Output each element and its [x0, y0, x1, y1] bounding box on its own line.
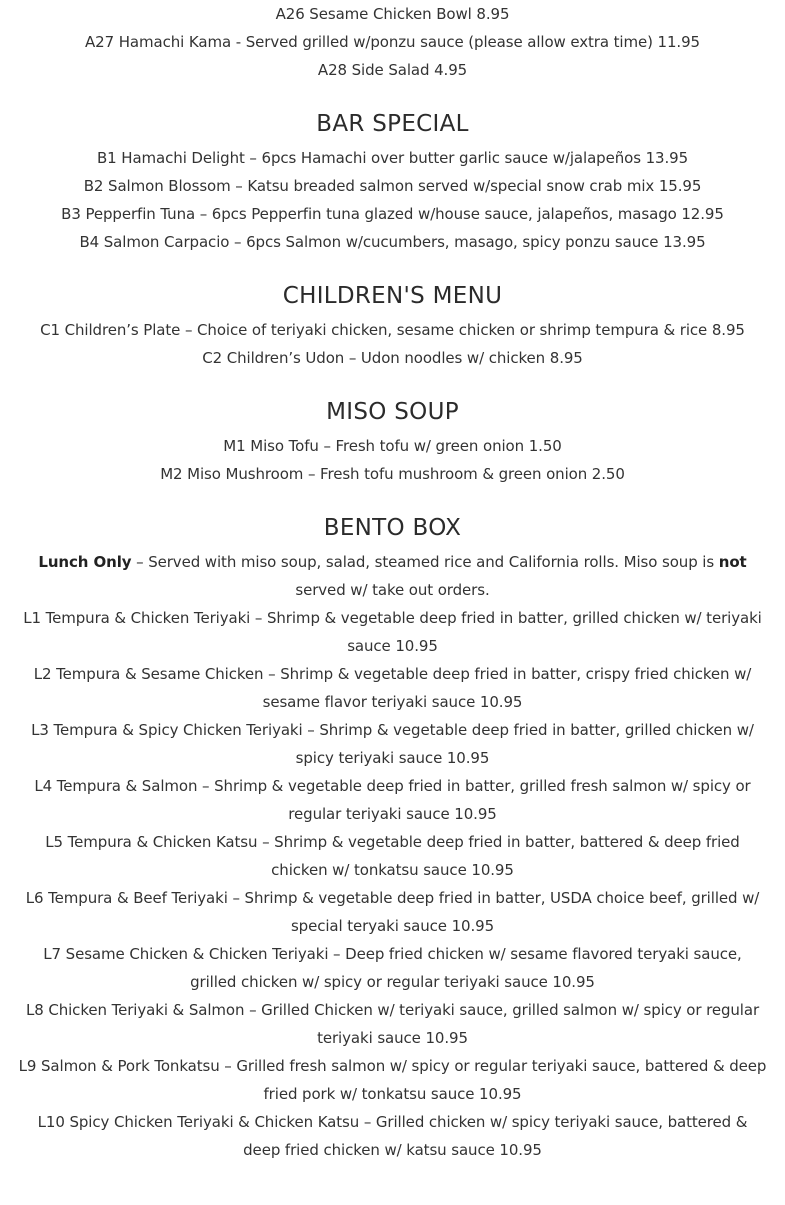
menu-item-l2: L2 Tempura & Sesame Chicken – Shrimp & vegetable deep fried in batter, crispy fried chicken w/ sesame flavor teriyaki sauce 10.95	[33, 665, 752, 711]
menu-item-m2: M2 Miso Mushroom – Fresh tofu mushroom & green onion 2.50	[160, 465, 625, 483]
menu-item-l3: L3 Tempura & Spicy Chicken Teriyaki – Shrimp & vegetable deep fried in batter, grilled chicken w/ spicy teriyaki sauce 10.95	[31, 721, 754, 767]
menu-item-l5: L5 Tempura & Chicken Katsu – Shrimp & vegetable deep fried in batter, battered & deep fried chicken w/ tonkatsu sauce 10.95	[45, 833, 740, 879]
lunch-only-label: Lunch Only	[38, 553, 132, 571]
bento-box-heading: BENTO BOX	[323, 515, 462, 541]
bar-special-section	[18, 108, 767, 256]
bento-box-section	[18, 512, 767, 1164]
menu-item-l1: L1 Tempura & Chicken Teriyaki – Shrimp & vegetable deep fried in batter, grilled chicken w/ teriyaki sauce 10.95	[23, 609, 762, 655]
menu-item-l7: L7 Sesame Chicken & Chicken Teriyaki – Deep fried chicken w/ sesame flavored teryaki sauce, grilled chicken w/ spicy or regular teriyaki sauce 10.95	[43, 945, 742, 991]
menu-item-b4: B4 Salmon Carpacio – 6pcs Salmon w/cucumbers, masago, spicy ponzu sauce 13.95	[79, 233, 706, 251]
menu-item-l4: L4 Tempura & Salmon – Shrimp & vegetable deep fried in batter, grilled fresh salmon w/ spicy or regular teriyaki sauce 10.95	[34, 777, 751, 823]
menu-item-a27: A27 Hamachi Kama - Served grilled w/ponzu sauce (please allow extra time) 11.95	[85, 33, 700, 51]
menu-item-a26: A26 Sesame Chicken Bowl 8.95	[275, 5, 510, 23]
menu-item-l9: L9 Salmon & Pork Tonkatsu – Grilled fresh salmon w/ spicy or regular teriyaki sauce, battered & deep fried pork w/ tonkatsu sauce 10.95	[18, 1057, 767, 1103]
bento-intro-text-b: served w/ take out orders.	[295, 581, 490, 599]
menu-item-b2: B2 Salmon Blossom – Katsu breaded salmon served w/special snow crab mix 15.95	[83, 177, 702, 195]
appetizer-items-continued	[18, 0, 767, 84]
menu-item-b3: B3 Pepperfin Tuna – 6pcs Pepperfin tuna glazed w/house sauce, jalapeños, masago 12.95	[61, 205, 724, 223]
menu-item-c2: C2 Children’s Udon – Udon noodles w/ chicken 8.95	[202, 349, 583, 367]
childrens-menu-heading: CHILDREN'S MENU	[282, 283, 503, 309]
menu-item-a28: A28 Side Salad 4.95	[317, 61, 468, 79]
bento-intro-text-a: – Served with miso soup, salad, steamed rice and California rolls. Miso soup is	[131, 553, 719, 571]
menu-item-b1: B1 Hamachi Delight – 6pcs Hamachi over butter garlic sauce w/jalapeños 13.95	[96, 149, 689, 167]
menu-item-l10: L10 Spicy Chicken Teriyaki & Chicken Katsu – Grilled chicken w/ spicy teriyaki sauce, battered & deep fried chicken w/ katsu sauce 10.95	[37, 1113, 748, 1159]
bento-intro-not: not	[718, 553, 747, 571]
menu-item-l6: L6 Tempura & Beef Teriyaki – Shrimp & vegetable deep fried in batter, USDA choice beef, grilled w/ special teryaki sauce 10.95	[25, 889, 760, 935]
menu-item-l8: L8 Chicken Teriyaki & Salmon – Grilled Chicken w/ teriyaki sauce, grilled salmon w/ spicy or regular teriyaki sauce 10.95	[25, 1001, 760, 1047]
bar-special-heading: BAR SPECIAL	[316, 111, 469, 137]
bento-box-intro	[18, 548, 767, 604]
miso-soup-section	[18, 396, 767, 488]
childrens-menu-section	[18, 280, 767, 372]
miso-soup-heading: MISO SOUP	[326, 399, 459, 425]
menu-item-c1: C1 Children’s Plate – Choice of teriyaki chicken, sesame chicken or shrimp tempura & rice 8.95	[40, 321, 745, 339]
menu-item-m1: M1 Miso Tofu – Fresh tofu w/ green onion 1.50	[223, 437, 562, 455]
